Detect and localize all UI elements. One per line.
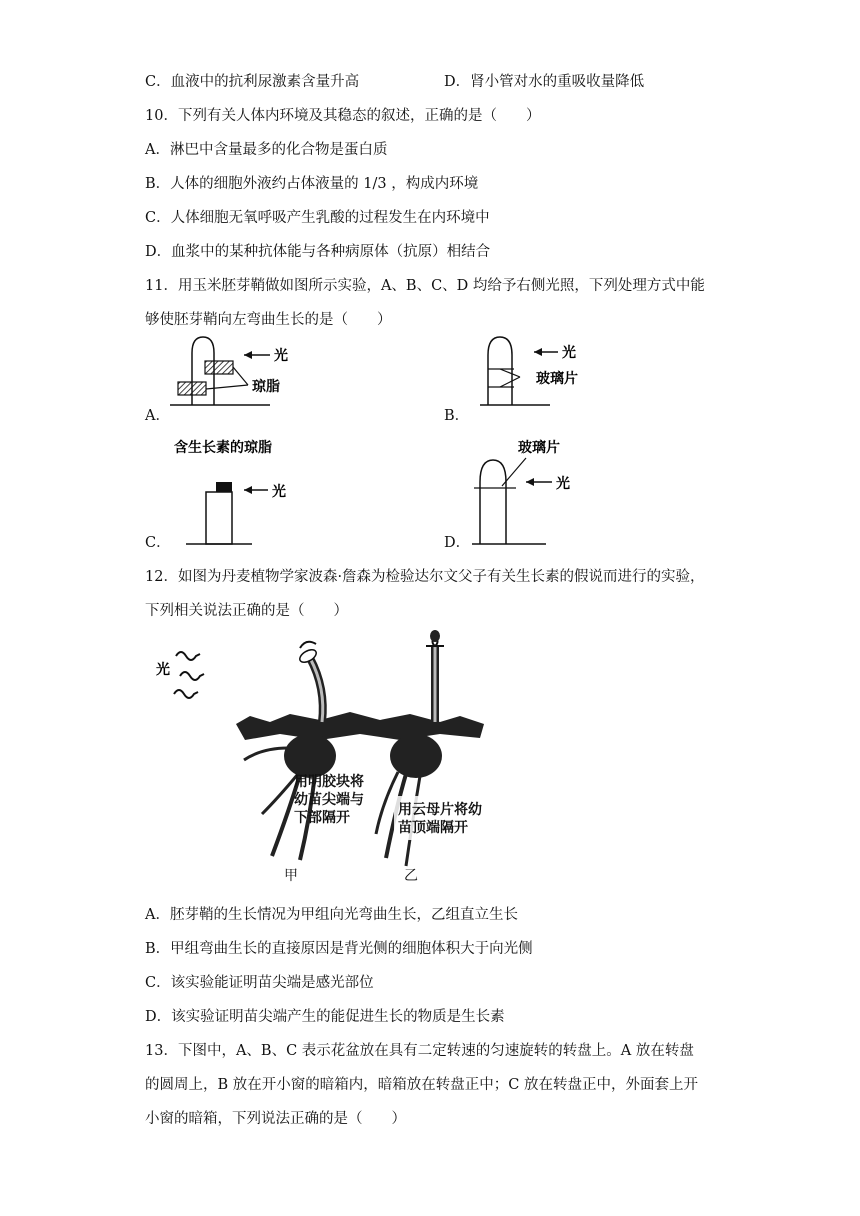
q12-fig-left-note-2: 幼苗尖端与 bbox=[294, 792, 364, 808]
q11-fig-d-light-label: 光 bbox=[556, 476, 570, 492]
q11-fig-c-caption: 含生长素的琼脂 bbox=[174, 440, 272, 456]
q12-fig-left-note-3: 下部隔开 bbox=[294, 810, 350, 826]
q11-label-b: B． bbox=[444, 408, 470, 424]
q11-label-c: C． bbox=[145, 535, 171, 551]
q11-fig-a-agar-label: 琼脂 bbox=[252, 379, 280, 395]
q12-figure bbox=[150, 628, 530, 888]
q12-fig-right-note-1: 用云母片将幼 bbox=[398, 802, 482, 818]
q10-option-d: D．血浆中的某种抗体能与各种病原体（抗原）相结合 bbox=[145, 244, 491, 260]
q12-fig-light-label: 光 bbox=[156, 662, 170, 678]
q11-figure-a bbox=[170, 335, 330, 415]
q11-fig-c-light-label: 光 bbox=[272, 484, 286, 500]
q10-option-a: A．淋巴中含量最多的化合物是蛋白质 bbox=[145, 142, 388, 158]
q9-option-d: D．肾小管对水的重吸收量降低 bbox=[444, 74, 645, 90]
q12-option-a: A．胚芽鞘的生长情况为甲组向光弯曲生长，乙组直立生长 bbox=[145, 907, 518, 923]
q12-option-b: B．甲组弯曲生长的直接原因是背光侧的细胞体积大于向光侧 bbox=[145, 941, 533, 957]
q11-label-a: A． bbox=[145, 408, 170, 424]
q13-stem-line3: 小窗的暗箱，下列说法正确的是（ ） bbox=[145, 1111, 406, 1127]
q12-fig-right-note-2: 苗顶端隔开 bbox=[398, 820, 468, 836]
q11-figure-d bbox=[466, 436, 626, 546]
q11-fig-b-glass-label: 玻璃片 bbox=[536, 371, 578, 387]
q12-fig-label-yi: 乙 bbox=[404, 868, 418, 884]
q11-fig-a-light-label: 光 bbox=[274, 348, 288, 364]
q12-stem-line2: 下列相关说法正确的是（ ） bbox=[145, 603, 348, 619]
q11-stem-line2: 够使胚芽鞘向左弯曲生长的是（ ） bbox=[145, 312, 392, 328]
q12-stem-line1: 12．如图为丹麦植物学家波森·詹森为检验达尔文父子有关生长素的假说而进行的实验， bbox=[145, 569, 705, 585]
q12-option-c: C．该实验能证明苗尖端是感光部位 bbox=[145, 975, 374, 991]
q11-figure-c bbox=[172, 436, 352, 546]
q12-fig-label-jia: 甲 bbox=[284, 868, 298, 884]
q12-option-d: D．该实验证明苗尖端产生的能促进生长的物质是生长素 bbox=[145, 1009, 505, 1025]
q10-option-b: B．人体的细胞外液约占体液量的 1/3 ，构成内环境 bbox=[145, 176, 479, 192]
q11-fig-d-glass-label: 玻璃片 bbox=[518, 440, 560, 456]
q9-option-c: C．血液中的抗利尿激素含量升高 bbox=[145, 74, 360, 90]
q10-option-c: C．人体细胞无氧呼吸产生乳酸的过程发生在内环境中 bbox=[145, 210, 490, 226]
q13-stem-line1: 13．下图中，A、B、C 表示花盆放在具有二定转速的匀速旋转的转盘上。A 放在转盘 bbox=[145, 1043, 694, 1059]
q11-stem-line1: 11．用玉米胚芽鞘做如图所示实验，A、B、C、D 均给予右侧光照，下列处理方式中能 bbox=[145, 278, 705, 294]
q11-label-d: D． bbox=[444, 535, 471, 551]
q10-stem: 10．下列有关人体内环境及其稳态的叙述，正确的是（ ） bbox=[145, 108, 541, 124]
q13-stem-line2: 的圆周上，B 放在开小窗的暗箱内，暗箱放在转盘正中；C 放在转盘正中，外面套上开 bbox=[145, 1077, 698, 1093]
q11-fig-b-light-label: 光 bbox=[562, 345, 576, 361]
q11-figure-b bbox=[470, 335, 630, 415]
q12-fig-left-note-1: 用明胶块将 bbox=[294, 774, 364, 790]
